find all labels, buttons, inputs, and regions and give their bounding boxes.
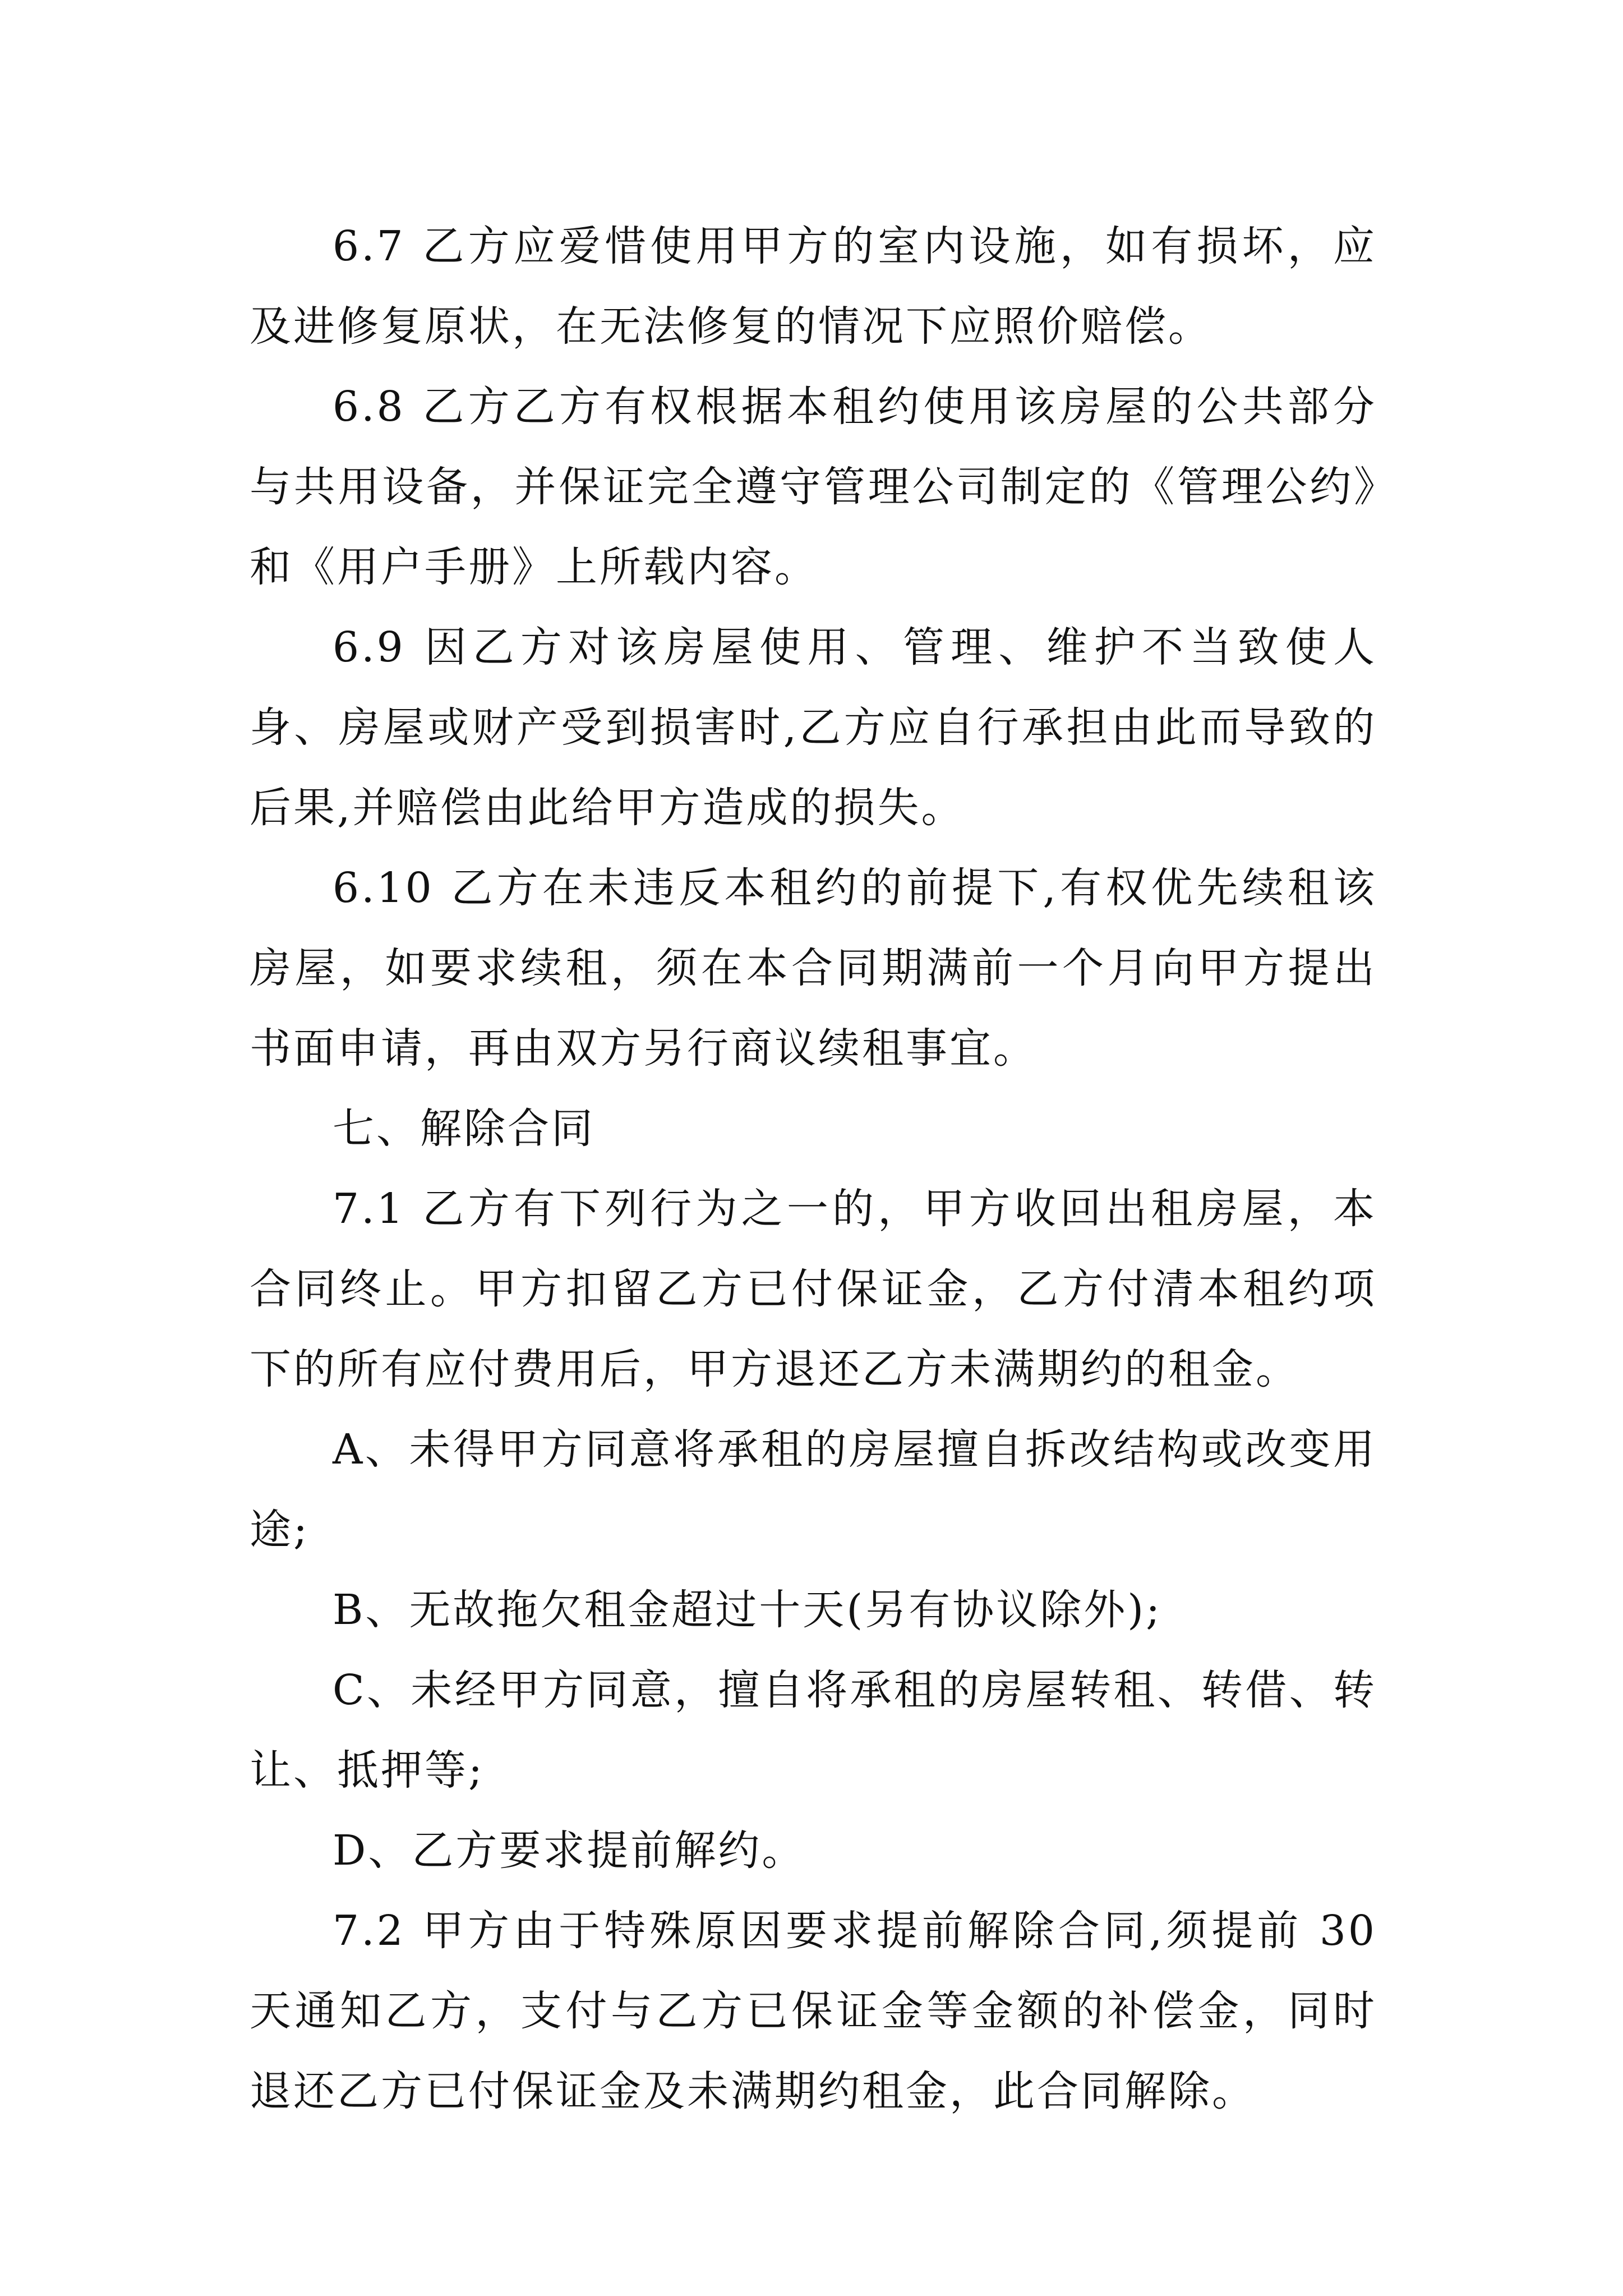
clause-7-1-item-d: D、乙方要求提前解约。 <box>333 1826 806 1875</box>
document-body <box>250 206 1377 2132</box>
clause-6-9: 6.9 因乙方对该房屋使用、管理、维护不当致使人身、房屋或财产受到损害时,乙方应自行承担由此而导致的后果,并赔偿由此给甲方造成的损失。 <box>250 623 1377 832</box>
section-heading-7: 七、解除合同 <box>333 1105 595 1153</box>
clause-6-10: 6.10 乙方在未违反本租约的前提下,有权优先续租该房屋，如要求续租，须在本合同期满前一个月向甲方提出书面申请，再由双方另行商议续租事宜。 <box>250 864 1377 1073</box>
clause-7-1: 7.1 乙方有下列行为之一的，甲方收回出租房屋，本合同终止。甲方扣留乙方已付保证金，乙方付清本租约项下的所有应付费用后，甲方退还乙方未满期约的租金。 <box>250 1185 1377 1393</box>
clause-6-8: 6.8 乙方乙方有权根据本租约使用该房屋的公共部分与共用设备，并保证完全遵守管理公司制定的《管理公约》和《用户手册》上所载内容。 <box>250 383 1377 591</box>
clause-7-2: 7.2 甲方由于特殊原因要求提前解除合同,须提前 30 天通知乙方，支付与乙方已保证金等金额的补偿金，同时退还乙方已付保证金及未满期约租金，此合同解除。 <box>250 1907 1377 2115</box>
clause-6-7: 6.7 乙方应爱惜使用甲方的室内设施，如有损坏，应及进修复原状，在无法修复的情况下应照价赔偿。 <box>250 222 1377 351</box>
clause-7-1-item-c: C、未经甲方同意，擅自将承租的房屋转租、转借、转让、抵押等; <box>250 1666 1377 1795</box>
clause-7-1-item-b: B、无故拖欠租金超过十天(另有协议除外); <box>333 1586 1163 1634</box>
clause-7-1-item-a: A、未得甲方同意将承租的房屋擅自拆改结构或改变用途; <box>250 1425 1377 1554</box>
